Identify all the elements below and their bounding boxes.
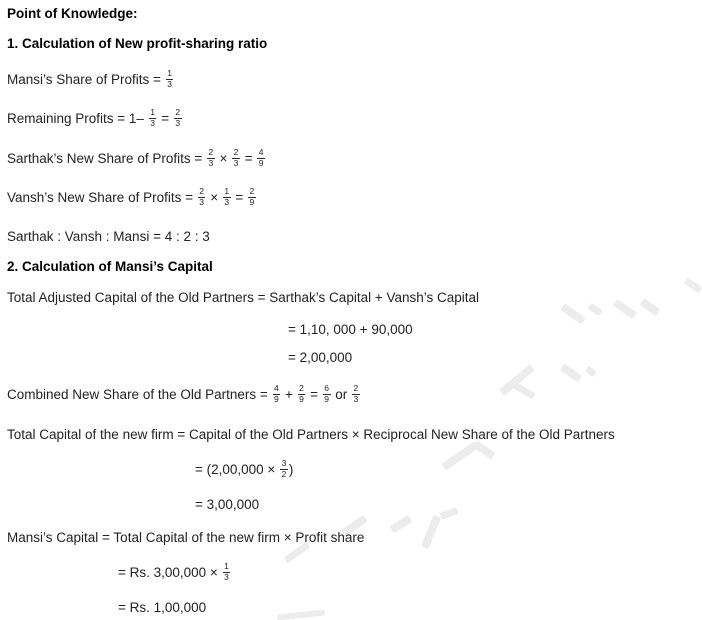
text-run: Combined New Share of the Old Partners = [7, 387, 272, 403]
line-new-ratio [7, 227, 210, 247]
text-run: = (2,00,000 × [195, 462, 280, 478]
doc-title [7, 4, 138, 24]
text-run: Vansh’s New Share of Profits = [7, 190, 197, 206]
text-run: = 1,10, 000 + 90,000 [288, 322, 413, 337]
line-total-adjusted-capital [7, 288, 479, 308]
fraction-numerator: 2 [249, 186, 255, 196]
text-run: + [281, 387, 297, 403]
fraction [248, 187, 256, 208]
fraction-denominator: 3 [175, 118, 181, 129]
text-run: or [331, 387, 352, 403]
fraction [352, 384, 360, 405]
fraction-numerator: 3 [281, 458, 287, 468]
line-total-capital-result [195, 495, 259, 515]
line-mansi-capital-calc [118, 563, 231, 584]
fraction-numerator: 1 [224, 561, 229, 571]
fraction [280, 459, 288, 480]
line-mansi-capital-formula [7, 528, 364, 548]
line-capital-sum [288, 320, 413, 340]
section-2-heading [7, 257, 213, 277]
text-run: Sarthak : Vansh : Mansi = 4 : 2 : 3 [7, 229, 210, 244]
fraction-denominator: 3 [208, 158, 214, 169]
text-run: = [157, 111, 173, 127]
fraction-denominator: 9 [249, 197, 255, 208]
text-run: Mansi’s Share of Profits = [7, 72, 165, 88]
fraction-denominator: 9 [324, 394, 329, 405]
fraction [174, 108, 182, 129]
fraction-denominator: 3 [150, 118, 155, 129]
text-run: Sarthak’s New Share of Profits = [7, 151, 206, 167]
text-run: ) [288, 462, 294, 478]
fraction-denominator: 9 [258, 158, 264, 169]
line-mansi-capital-result [118, 598, 206, 618]
line-remaining-profits [7, 109, 183, 130]
text-run: Total Capital of the new firm = Capital of the Old Partners × Reciprocal New Share of the Old Partners [7, 427, 615, 442]
fraction-denominator: 3 [353, 394, 359, 405]
fraction [257, 148, 265, 169]
fraction-denominator: 3 [224, 197, 230, 208]
fraction [207, 148, 215, 169]
line-capital-total [288, 348, 352, 368]
text-run: = Rs. 3,00,000 × [118, 565, 222, 581]
text-run: Mansi’s Capital = Total Capital of the new firm × Profit share [7, 530, 365, 545]
text-run: 1. Calculation of New profit-sharing ratio [7, 36, 268, 51]
text-run: = [306, 387, 322, 403]
fraction-denominator: 3 [167, 79, 172, 90]
text-run: × [206, 190, 222, 206]
line-capital-multiplication [195, 460, 293, 481]
fraction-denominator: 3 [233, 158, 239, 169]
line-mansi-share [7, 70, 174, 91]
fraction [223, 187, 231, 208]
fraction [223, 562, 231, 583]
text-run: = 2,00,000 [288, 350, 353, 365]
fraction [273, 384, 281, 405]
fraction-numerator: 2 [353, 383, 359, 393]
fraction-numerator: 2 [299, 383, 304, 393]
fraction-denominator: 9 [274, 394, 279, 405]
fraction [198, 187, 206, 208]
fraction [166, 69, 174, 90]
fraction-denominator: 2 [281, 469, 287, 480]
fraction-denominator: 3 [199, 197, 204, 208]
text-run: = 3,00,000 [195, 497, 260, 512]
text-run: 2. Calculation of Mansi’s Capital [7, 259, 213, 274]
fraction-numerator: 6 [324, 383, 329, 393]
fraction-numerator: 2 [208, 147, 214, 157]
fraction-numerator: 1 [150, 107, 155, 117]
line-total-capital-new-firm [7, 425, 615, 445]
fraction [232, 148, 240, 169]
text-run: Point of Knowledge: [7, 6, 138, 21]
fraction-numerator: 4 [258, 147, 264, 157]
text-run: Total Adjusted Capital of the Old Partners = Sarthak’s Capital + Vansh’s Capital [7, 290, 480, 305]
fraction-numerator: 2 [199, 186, 204, 196]
fraction [298, 384, 306, 405]
line-vansh-new-share [7, 188, 257, 209]
fraction-numerator: 2 [233, 147, 239, 157]
text-run: = [240, 151, 257, 167]
fraction-numerator: 1 [167, 68, 172, 78]
line-combined-new-share [7, 385, 361, 406]
text-run: = Rs. 1,00,000 [118, 600, 207, 615]
fraction-denominator: 3 [224, 572, 229, 583]
section-1-heading [7, 34, 267, 54]
fraction-denominator: 9 [299, 394, 304, 405]
fraction-numerator: 1 [224, 186, 230, 196]
text-run: = [231, 190, 247, 206]
fraction [323, 384, 331, 405]
text-run: Remaining Profits = 1– [7, 111, 148, 127]
fraction [149, 108, 157, 129]
line-sarthak-new-share [7, 149, 266, 170]
fraction-numerator: 4 [274, 383, 279, 393]
fraction-numerator: 2 [175, 107, 181, 117]
text-run: × [215, 151, 232, 167]
